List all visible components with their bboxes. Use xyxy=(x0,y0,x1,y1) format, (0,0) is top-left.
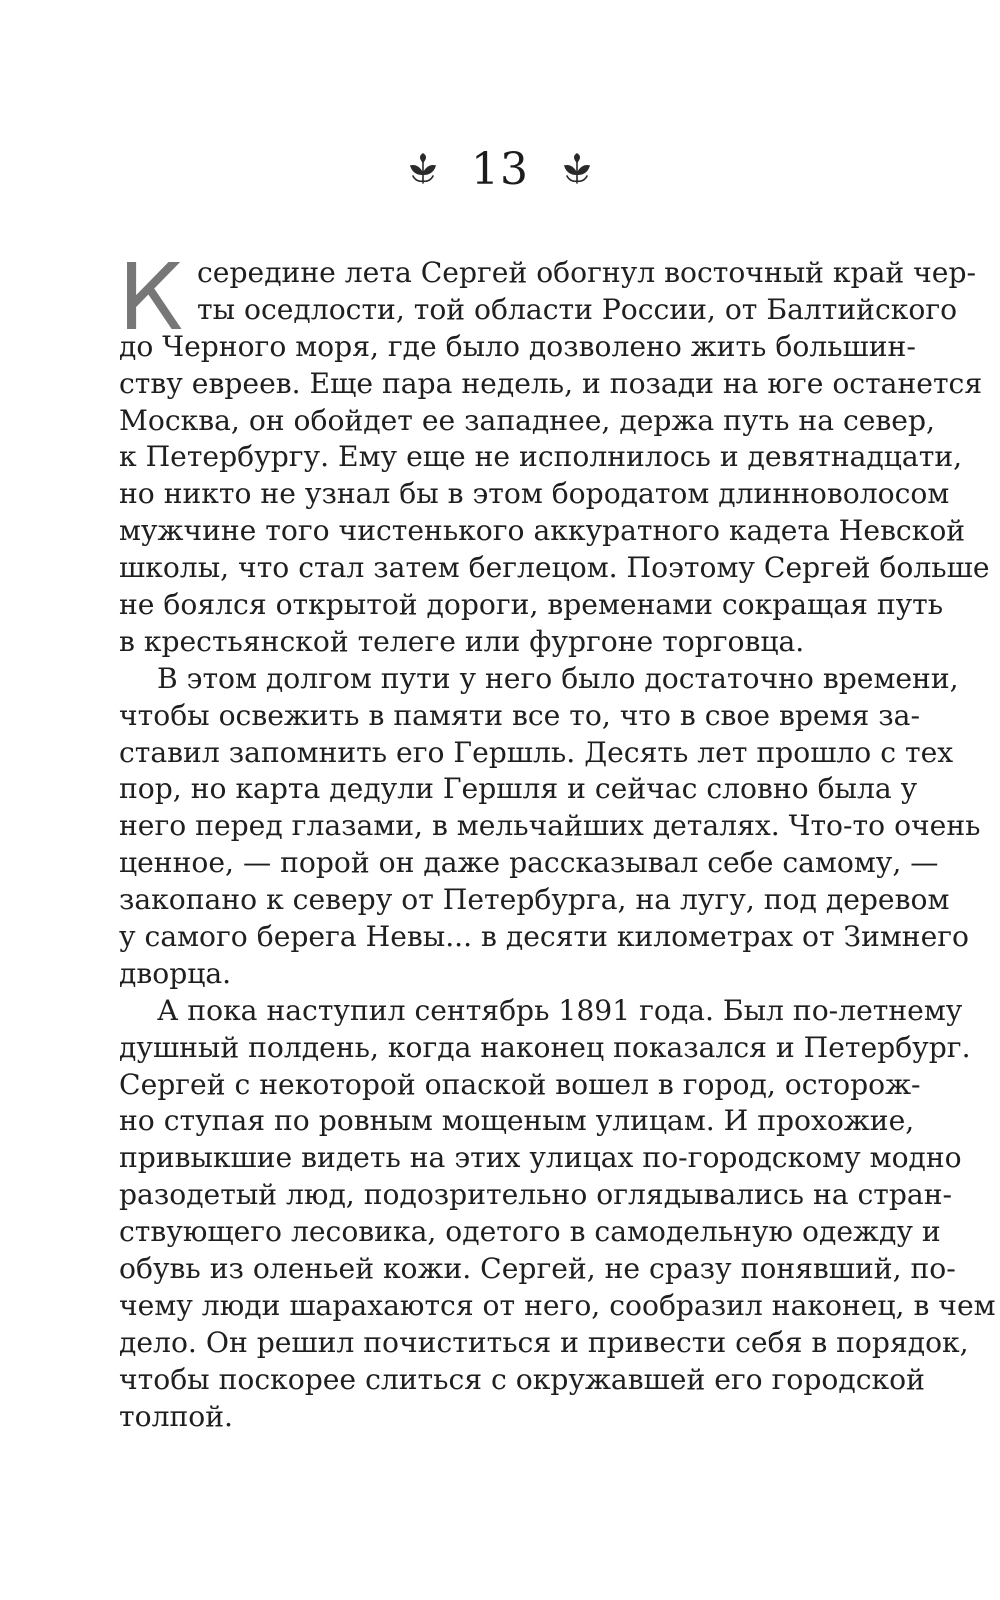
text-line: к Петербургу. Ему еще не исполнилось и девятнадцати, xyxy=(119,440,963,474)
text-line: но никто не узнал бы в этом бородатом длинноволосом xyxy=(119,477,950,511)
text-line: дело. Он решил почиститься и привести себя в порядок, xyxy=(119,1325,969,1359)
text-line: ству евреев. Еще пара недель, и позади на юге останется xyxy=(119,366,983,400)
text-line: в крестьянской телеге или фургоне торговца. xyxy=(119,624,805,658)
text-line: душный полдень, когда наконец показался и Петербург. xyxy=(119,1030,971,1064)
text-line: разодетый люд, подозрительно оглядывались на стран- xyxy=(119,1178,953,1212)
text-line: мужчине того чистенького аккуратного кадета Невской xyxy=(119,514,966,548)
text-line: ценное, — порой он даже рассказывал себе самому, — xyxy=(119,846,939,880)
text-line: ствующего лесовика, одетого в самодельную одежду и xyxy=(119,1215,941,1249)
text-line: Сергей с некоторой опаской вошел в город, осторож- xyxy=(119,1067,921,1101)
text-line: чтобы поскорее слиться с окружавшей его городской xyxy=(119,1362,925,1396)
text-line: середине лета Сергей обогнул восточный край чер- xyxy=(197,256,977,289)
chapter-number: 13 xyxy=(471,144,529,195)
text-line: обувь из оленьей кожи. Сергей, не сразу понявший, по- xyxy=(119,1252,956,1286)
text-line: Москва, он обойдет ее западнее, держа путь на север, xyxy=(119,403,935,437)
text-line: А пока наступил сентябрь 1891 года. Был по-летнему xyxy=(157,993,963,1027)
text-line: но ступая по ровным мощеным улицам. И прохожие, xyxy=(119,1104,915,1138)
body-text xyxy=(119,255,996,1436)
leaf-ornament-icon xyxy=(405,152,441,188)
chapter-heading xyxy=(0,140,1000,200)
text-line: до Черного моря, где было дозволено жить большин- xyxy=(119,329,916,363)
text-line: В этом долгом пути у него было достаточно времени, xyxy=(157,661,959,695)
text-line: привыкшие видеть на этих улицах по-городскому модно xyxy=(119,1141,962,1175)
text-line: чтобы освежить в памяти все то, что в свое время за- xyxy=(119,698,920,732)
text-line: чему люди шарахаются от него, сообразил наконец, в чем xyxy=(119,1288,996,1322)
text-line: ты оседлости, той области России, от Балтийского xyxy=(197,292,958,326)
text-line: школы, что стал затем беглецом. Поэтому Сергей больше xyxy=(119,551,990,585)
text-line: ставил запомнить его Гершль. Десять лет прошло с тех xyxy=(119,735,954,769)
text-line: пор, но карта дедули Гершля и сейчас словно была у xyxy=(119,772,918,806)
text-line: дворца. xyxy=(119,956,232,990)
text-line: толпой. xyxy=(119,1399,233,1433)
leaf-ornament-icon xyxy=(559,152,595,188)
text-line: не боялся открытой дороги, временами сокращая путь xyxy=(119,588,944,622)
text-line: него перед глазами, в мельчайших деталях. Что-то очень xyxy=(119,809,981,843)
text-line: у самого берега Невы... в десяти километрах от Зимнего xyxy=(119,920,970,954)
drop-cap: К xyxy=(118,244,184,351)
text-line: закопано к северу от Петербурга, на лугу, под деревом xyxy=(119,883,950,917)
